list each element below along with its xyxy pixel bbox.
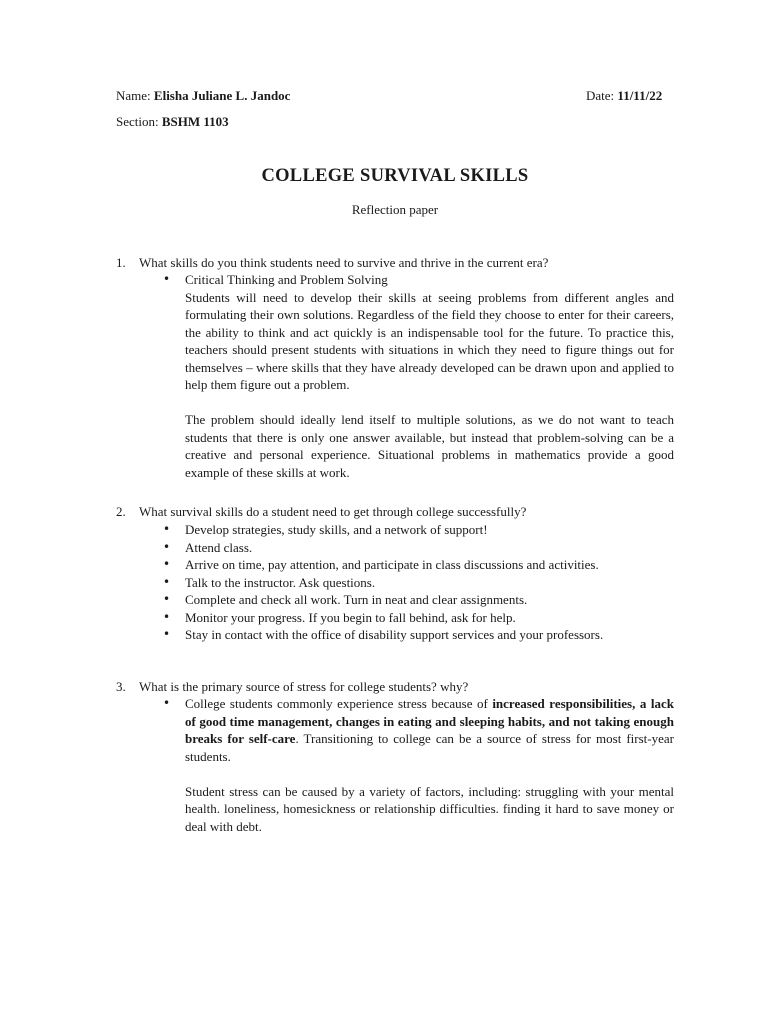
question-text: What skills do you think students need to survive and thrive in the current era? [139, 255, 549, 270]
list-item: • Talk to the instructor. Ask questions. [163, 574, 674, 592]
section-line [116, 113, 229, 131]
document-subtitle: Reflection paper [351, 202, 439, 217]
list-item: • Attend class. [163, 539, 674, 557]
question-2-list [163, 521, 674, 644]
question-2 [116, 503, 676, 521]
question-number: 1. [116, 255, 126, 270]
answer-paragraph: Student stress can be caused by a variety of factors, including: struggling with your mental health. loneliness, homesickness or relationship difficulties. finding it hard to save money or deal with debt. [185, 783, 674, 834]
question-1-answer [163, 271, 674, 481]
list-item: • Complete and check all work. Turn in neat and clear assignments. [163, 591, 674, 609]
section-label: Section: [116, 114, 159, 129]
question-text: What survival skills do a student need to get through college successfully? [139, 504, 527, 519]
list-item: • Monitor your progress. If you begin to fall behind, ask for help. [163, 609, 674, 627]
question-3 [116, 678, 676, 696]
document-title: COLLEGE SURVIVAL SKILLS [261, 166, 529, 186]
list-item: • Develop strategies, study skills, and a network of support! [163, 521, 674, 539]
answer-paragraph: The problem should ideally lend itself to multiple solutions, as we do not want to teach students that there is only one answer available, but instead that problem-solving can be a creative and personal experience. Situational problems in mathematics provide a good example of these skills at work. [185, 412, 674, 480]
list-item [163, 695, 674, 835]
question-text: What is the primary source of stress for college students? why? [139, 679, 469, 694]
name-value: Elisha Juliane L. Jandoc [153, 88, 291, 103]
list-item: • Arrive on time, pay attention, and participate in class discussions and activities. [163, 556, 674, 574]
name-line [116, 87, 290, 105]
paragraph-text: . Transitioning to college can be a source of stress for most first-year students. [185, 731, 674, 764]
date-line [586, 87, 662, 105]
date-value: 11/11/22 [617, 88, 663, 103]
paragraph-text: College students commonly experience stress because of [185, 696, 493, 711]
date-label: Date: [586, 88, 615, 103]
question-number: 2. [116, 504, 126, 519]
emphasized-text: increased responsibilities, a lack of good time management, changes in eating and sleeping habits, and not taking enough breaks for self-care [185, 696, 674, 746]
question-3-answer [163, 695, 674, 835]
answer-paragraph: Students will need to develop their skills at seeing problems from different angles and formulating their own solutions. Regardless of the field they choose to enter for their careers, the ability to think and act quickly is an indispensable tool for the future. To practice this, teachers should present students with situations in which they need to figure things out for themselves – where skills that they have already developed can be drawn upon and applied to help them figure out a problem. [185, 289, 674, 392]
bullet-heading: • Critical Thinking and Problem Solving [185, 272, 388, 287]
name-label: Name: [116, 88, 151, 103]
list-item [163, 271, 674, 481]
list-item: • Stay in contact with the office of disability support services and your professors. [163, 626, 674, 644]
answer-paragraph [185, 695, 674, 765]
question-1 [116, 254, 676, 272]
section-value: BSHM 1103 [161, 114, 229, 129]
question-number: 3. [116, 679, 126, 694]
